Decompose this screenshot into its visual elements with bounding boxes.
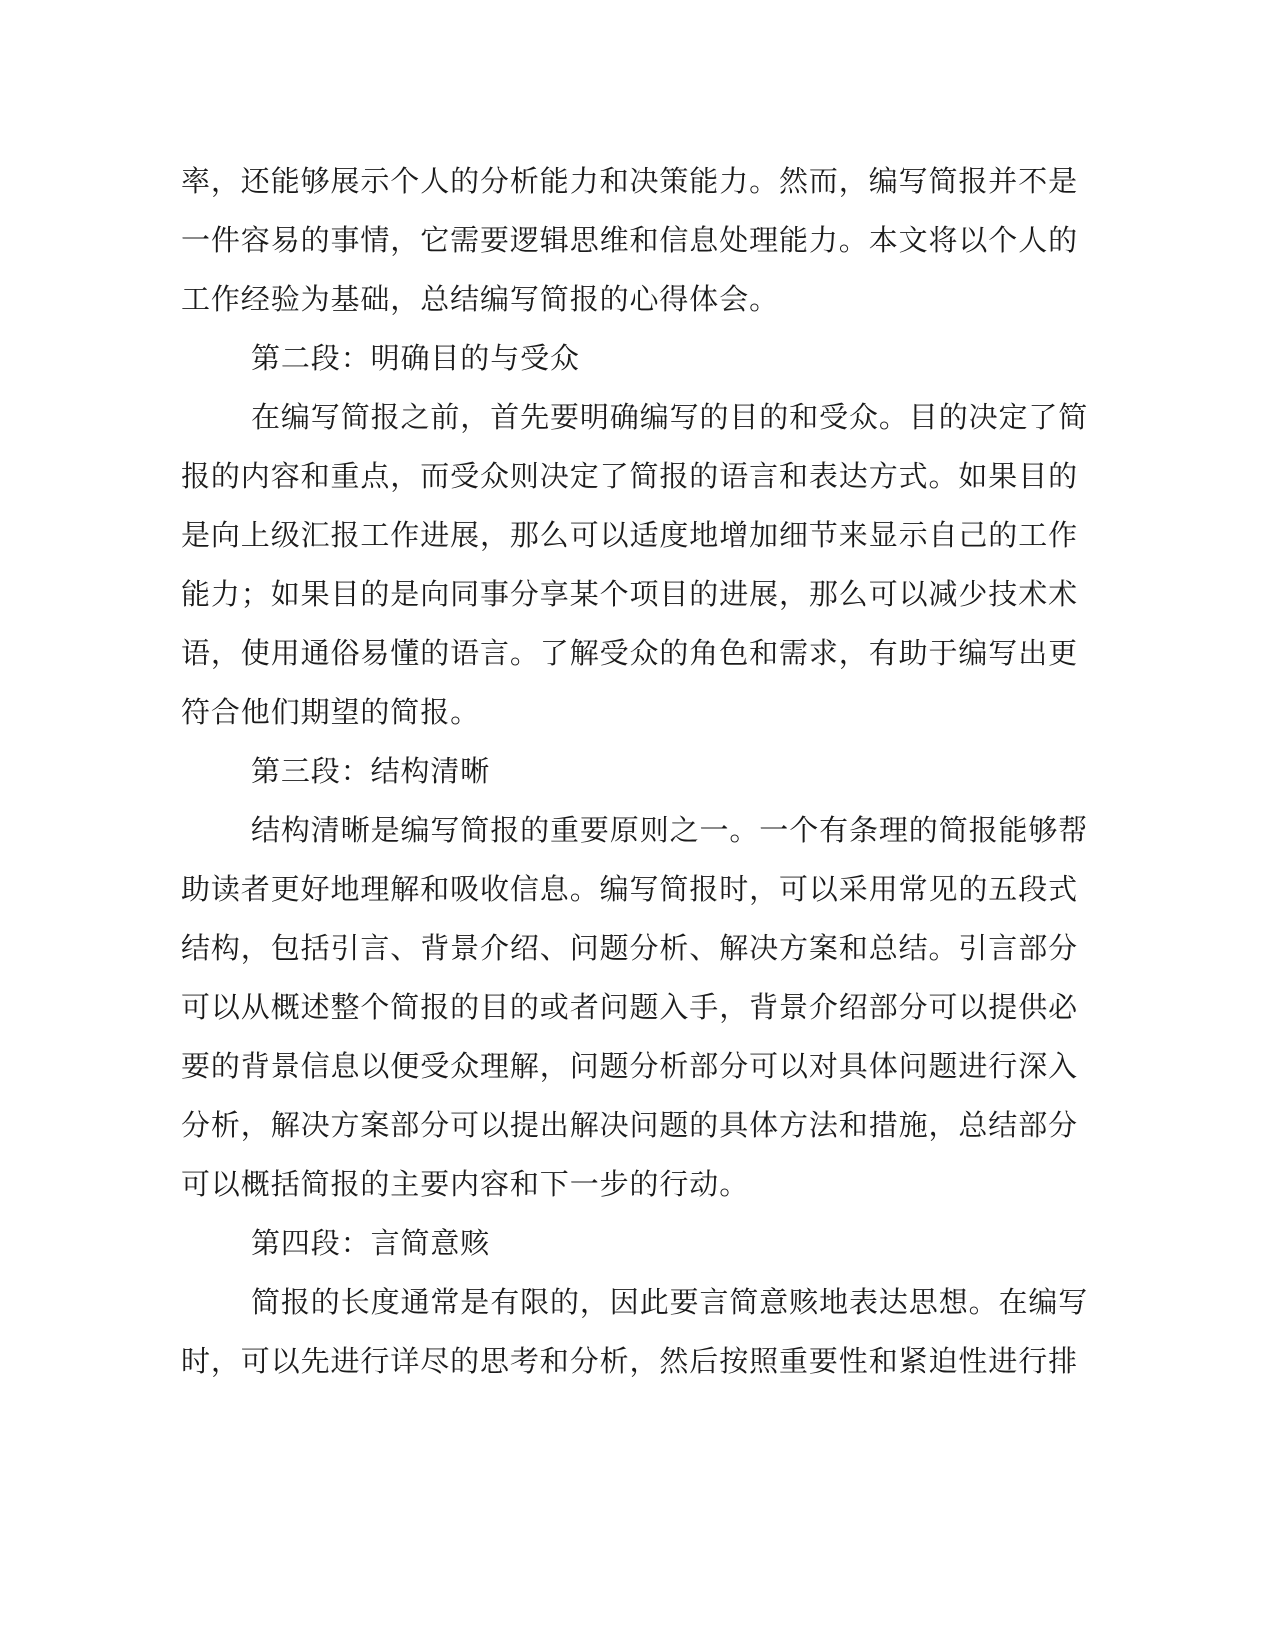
body-text-line: 简报的长度通常是有限的，因此要言简意赅地表达思想。在编写 <box>251 1285 1089 1319</box>
body-text-line: 助读者更好地理解和吸收信息。编写简报时，可以采用常见的五段式 <box>181 872 1079 906</box>
body-text-line: 要的背景信息以便受众理解，问题分析部分可以对具体问题进行深入 <box>181 1049 1079 1083</box>
body-text-line: 在编写简报之前，首先要明确编写的目的和受众。目的决定了简 <box>251 400 1089 434</box>
body-text-line: 能力；如果目的是向同事分享某个项目的进展，那么可以减少技术术 <box>181 577 1079 611</box>
section-heading: 第三段：结构清晰 <box>251 754 491 788</box>
body-text-line: 工作经验为基础，总结编写简报的心得体会。 <box>181 282 780 316</box>
section-heading: 第二段：明确目的与受众 <box>251 341 580 375</box>
body-text-line: 是向上级汇报工作进展，那么可以适度地增加细节来显示自己的工作 <box>181 518 1079 552</box>
body-text-line: 可以概括简报的主要内容和下一步的行动。 <box>181 1167 750 1201</box>
body-text-line: 率，还能够展示个人的分析能力和决策能力。然而，编写简报并不是 <box>181 164 1079 198</box>
body-text-line: 时，可以先进行详尽的思考和分析，然后按照重要性和紧迫性进行排 <box>181 1344 1079 1378</box>
body-text-line: 结构，包括引言、背景介绍、问题分析、解决方案和总结。引言部分 <box>181 931 1079 965</box>
body-text-line: 符合他们期望的简报。 <box>181 695 481 729</box>
body-text-line: 结构清晰是编写简报的重要原则之一。一个有条理的简报能够帮 <box>251 813 1089 847</box>
body-text-line: 一件容易的事情，它需要逻辑思维和信息处理能力。本文将以个人的 <box>181 223 1079 257</box>
body-text-line: 分析，解决方案部分可以提出解决问题的具体方法和措施，总结部分 <box>181 1108 1079 1142</box>
body-text-line: 报的内容和重点，而受众则决定了简报的语言和表达方式。如果目的 <box>181 459 1079 493</box>
body-text-line: 语，使用通俗易懂的语言。了解受众的角色和需求，有助于编写出更 <box>181 636 1079 670</box>
section-heading: 第四段：言简意赅 <box>251 1226 491 1260</box>
body-text-line: 可以从概述整个简报的目的或者问题入手，背景介绍部分可以提供必 <box>181 990 1079 1024</box>
